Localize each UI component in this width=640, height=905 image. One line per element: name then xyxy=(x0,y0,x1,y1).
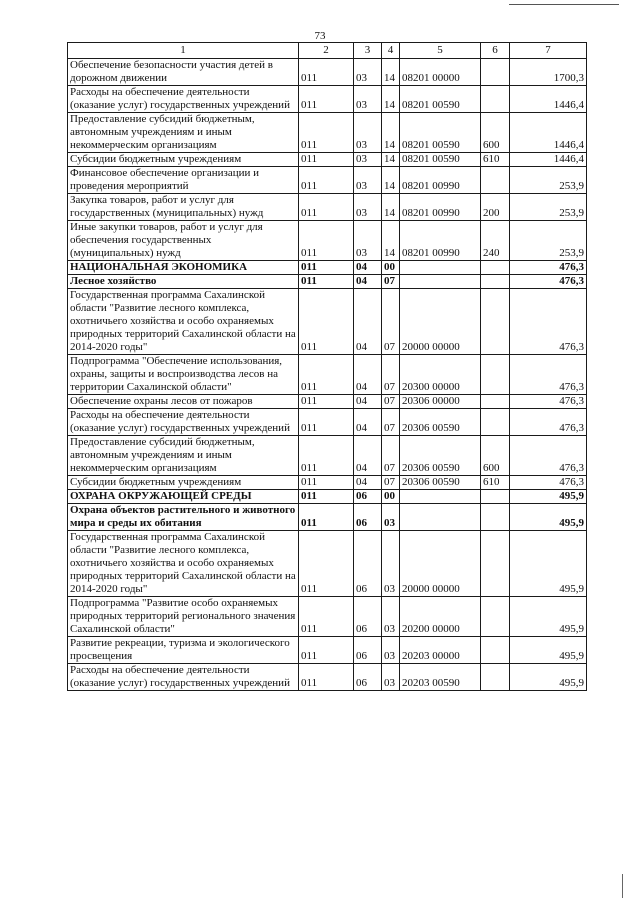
amount-cell: 476,3 xyxy=(510,355,587,395)
row-name-cell: Предоставление субсидий бюджетным, автономным учреждениям и иным некоммерческим организациям xyxy=(68,436,299,476)
target-article-cell: 20203 00000 xyxy=(400,637,481,664)
row-name-cell: Расходы на обеспечение деятельности (оказание услуг) государственных учреждений xyxy=(68,409,299,436)
subsection-code-cell: 00 xyxy=(382,490,400,504)
row-name-cell: Лесное хозяйство xyxy=(68,275,299,289)
section-code-cell: 06 xyxy=(354,504,382,531)
amount-cell: 495,9 xyxy=(510,597,587,637)
expense-type-cell xyxy=(481,275,510,289)
target-article-cell: 20000 00000 xyxy=(400,289,481,355)
subsection-code-cell: 03 xyxy=(382,504,400,531)
target-article-cell: 08201 00000 xyxy=(400,59,481,86)
subsection-code-cell: 14 xyxy=(382,221,400,261)
section-code-cell: 04 xyxy=(354,436,382,476)
table-row xyxy=(68,289,587,355)
table-body xyxy=(68,59,587,691)
table-row xyxy=(68,221,587,261)
header-col-2: 2 xyxy=(299,43,354,59)
amount-cell: 495,9 xyxy=(510,664,587,691)
subsection-code-cell: 14 xyxy=(382,113,400,153)
ministry-code-cell: 011 xyxy=(299,289,354,355)
section-code-cell: 06 xyxy=(354,637,382,664)
section-code-cell: 03 xyxy=(354,113,382,153)
expense-type-cell xyxy=(481,395,510,409)
ministry-code-cell: 011 xyxy=(299,504,354,531)
section-code-cell: 04 xyxy=(354,355,382,395)
section-code-cell: 03 xyxy=(354,194,382,221)
section-code-cell: 04 xyxy=(354,476,382,490)
row-name-cell: Государственная программа Сахалинской области "Развитие лесного комплекса, охотничьего хозяйства и особо охраняемых природных территорий Сахалинской области на 2014-2020 годы" xyxy=(68,289,299,355)
ministry-code-cell: 011 xyxy=(299,597,354,637)
expense-type-cell xyxy=(481,59,510,86)
table-row xyxy=(68,113,587,153)
expense-type-cell: 600 xyxy=(481,113,510,153)
target-article-cell xyxy=(400,504,481,531)
row-name-cell: НАЦИОНАЛЬНАЯ ЭКОНОМИКА xyxy=(68,261,299,275)
table-row xyxy=(68,167,587,194)
ministry-code-cell: 011 xyxy=(299,476,354,490)
amount-cell: 253,9 xyxy=(510,167,587,194)
amount-cell: 495,9 xyxy=(510,531,587,597)
ministry-code-cell: 011 xyxy=(299,395,354,409)
ministry-code-cell: 011 xyxy=(299,261,354,275)
table-header-row xyxy=(68,43,587,59)
section-code-cell: 06 xyxy=(354,597,382,637)
amount-cell: 1700,3 xyxy=(510,59,587,86)
row-name-cell: Подпрограмма "Развитие особо охраняемых природных территорий регионального значения Сахалинской области" xyxy=(68,597,299,637)
target-article-cell xyxy=(400,261,481,275)
row-name-cell: Обеспечение охраны лесов от пожаров xyxy=(68,395,299,409)
table-row xyxy=(68,664,587,691)
expense-type-cell xyxy=(481,167,510,194)
section-code-cell: 04 xyxy=(354,409,382,436)
subsection-code-cell: 07 xyxy=(382,409,400,436)
header-col-3: 3 xyxy=(354,43,382,59)
target-article-cell: 08201 00590 xyxy=(400,113,481,153)
ministry-code-cell: 011 xyxy=(299,86,354,113)
amount-cell: 476,3 xyxy=(510,261,587,275)
target-article-cell: 20306 00590 xyxy=(400,436,481,476)
target-article-cell: 08201 00590 xyxy=(400,86,481,113)
scan-side-mark xyxy=(622,874,623,898)
expense-type-cell: 610 xyxy=(481,476,510,490)
expense-type-cell xyxy=(481,664,510,691)
section-code-cell: 06 xyxy=(354,664,382,691)
ministry-code-cell: 011 xyxy=(299,153,354,167)
row-name-cell: Субсидии бюджетным учреждениям xyxy=(68,476,299,490)
subsection-code-cell: 14 xyxy=(382,153,400,167)
ministry-code-cell: 011 xyxy=(299,436,354,476)
subsection-code-cell: 07 xyxy=(382,476,400,490)
ministry-code-cell: 011 xyxy=(299,221,354,261)
expense-type-cell: 200 xyxy=(481,194,510,221)
ministry-code-cell: 011 xyxy=(299,59,354,86)
subsection-code-cell: 14 xyxy=(382,86,400,113)
expense-type-cell xyxy=(481,289,510,355)
expense-type-cell xyxy=(481,637,510,664)
section-code-cell: 04 xyxy=(354,261,382,275)
table-row xyxy=(68,395,587,409)
subsection-code-cell: 07 xyxy=(382,289,400,355)
expense-type-cell xyxy=(481,531,510,597)
target-article-cell: 08201 00990 xyxy=(400,221,481,261)
page-number: 73 xyxy=(314,30,326,42)
section-code-cell: 04 xyxy=(354,395,382,409)
subsection-code-cell: 07 xyxy=(382,275,400,289)
subsection-code-cell: 07 xyxy=(382,436,400,476)
target-article-cell: 20200 00000 xyxy=(400,597,481,637)
section-code-cell: 03 xyxy=(354,221,382,261)
row-name-cell: Подпрограмма "Обеспечение использования, охраны, защиты и воспроизводства лесов на территории Сахалинской области" xyxy=(68,355,299,395)
row-name-cell: ОХРАНА ОКРУЖАЮЩЕЙ СРЕДЫ xyxy=(68,490,299,504)
table-row xyxy=(68,637,587,664)
row-name-cell: Расходы на обеспечение деятельности (оказание услуг) государственных учреждений xyxy=(68,664,299,691)
subsection-code-cell: 03 xyxy=(382,531,400,597)
row-name-cell: Иные закупки товаров, работ и услуг для обеспечения государственных (муниципальных) нужд xyxy=(68,221,299,261)
target-article-cell: 20203 00590 xyxy=(400,664,481,691)
table-row xyxy=(68,153,587,167)
row-name-cell: Закупка товаров, работ и услуг для государственных (муниципальных) нужд xyxy=(68,194,299,221)
header-col-6: 6 xyxy=(481,43,510,59)
subsection-code-cell: 14 xyxy=(382,167,400,194)
table-row xyxy=(68,409,587,436)
row-name-cell: Финансовое обеспечение организации и проведения мероприятий xyxy=(68,167,299,194)
ministry-code-cell: 011 xyxy=(299,113,354,153)
amount-cell: 1446,4 xyxy=(510,153,587,167)
subsection-code-cell: 07 xyxy=(382,395,400,409)
subsection-code-cell: 03 xyxy=(382,597,400,637)
ministry-code-cell: 011 xyxy=(299,275,354,289)
target-article-cell: 20306 00000 xyxy=(400,395,481,409)
subsection-code-cell: 03 xyxy=(382,637,400,664)
target-article-cell xyxy=(400,490,481,504)
table-row xyxy=(68,194,587,221)
section-code-cell: 03 xyxy=(354,153,382,167)
ministry-code-cell: 011 xyxy=(299,194,354,221)
row-name-cell: Расходы на обеспечение деятельности (оказание услуг) государственных учреждений xyxy=(68,86,299,113)
expense-type-cell: 240 xyxy=(481,221,510,261)
expense-type-cell xyxy=(481,504,510,531)
amount-cell: 1446,4 xyxy=(510,113,587,153)
header-col-5: 5 xyxy=(400,43,481,59)
expense-type-cell: 610 xyxy=(481,153,510,167)
table-row xyxy=(68,261,587,275)
table-row xyxy=(68,504,587,531)
ministry-code-cell: 011 xyxy=(299,409,354,436)
table-row xyxy=(68,531,587,597)
amount-cell: 253,9 xyxy=(510,221,587,261)
subsection-code-cell: 00 xyxy=(382,261,400,275)
row-name-cell: Развитие рекреации, туризма и экологического просвещения xyxy=(68,637,299,664)
target-article-cell: 08201 00990 xyxy=(400,167,481,194)
target-article-cell: 20306 00590 xyxy=(400,409,481,436)
ministry-code-cell: 011 xyxy=(299,490,354,504)
ministry-code-cell: 011 xyxy=(299,167,354,194)
table-row xyxy=(68,355,587,395)
row-name-cell: Обеспечение безопасности участия детей в дорожном движении xyxy=(68,59,299,86)
table-row xyxy=(68,275,587,289)
expense-type-cell xyxy=(481,261,510,275)
section-code-cell: 03 xyxy=(354,59,382,86)
target-article-cell: 08201 00990 xyxy=(400,194,481,221)
row-name-cell: Субсидии бюджетным учреждениям xyxy=(68,153,299,167)
section-code-cell: 03 xyxy=(354,86,382,113)
table-row xyxy=(68,597,587,637)
header-col-4: 4 xyxy=(382,43,400,59)
amount-cell: 495,9 xyxy=(510,490,587,504)
amount-cell: 495,9 xyxy=(510,637,587,664)
amount-cell: 253,9 xyxy=(510,194,587,221)
amount-cell: 476,3 xyxy=(510,436,587,476)
header-col-1: 1 xyxy=(68,43,299,59)
ministry-code-cell: 011 xyxy=(299,355,354,395)
amount-cell: 476,3 xyxy=(510,409,587,436)
ministry-code-cell: 011 xyxy=(299,637,354,664)
section-code-cell: 04 xyxy=(354,275,382,289)
row-name-cell: Государственная программа Сахалинской области "Развитие лесного комплекса, охотничьего хозяйства и особо охраняемых природных территорий Сахалинской области на 2014-2020 годы" xyxy=(68,531,299,597)
section-code-cell: 04 xyxy=(354,289,382,355)
amount-cell: 476,3 xyxy=(510,395,587,409)
expense-type-cell xyxy=(481,409,510,436)
target-article-cell xyxy=(400,275,481,289)
section-code-cell: 06 xyxy=(354,490,382,504)
target-article-cell: 08201 00590 xyxy=(400,153,481,167)
section-code-cell: 03 xyxy=(354,167,382,194)
amount-cell: 476,3 xyxy=(510,289,587,355)
row-name-cell: Охрана объектов растительного и животного мира и среды их обитания xyxy=(68,504,299,531)
target-article-cell: 20306 00590 xyxy=(400,476,481,490)
table-row xyxy=(68,476,587,490)
ministry-code-cell: 011 xyxy=(299,531,354,597)
amount-cell: 495,9 xyxy=(510,504,587,531)
table-row xyxy=(68,86,587,113)
subsection-code-cell: 14 xyxy=(382,194,400,221)
subsection-code-cell: 07 xyxy=(382,355,400,395)
amount-cell: 476,3 xyxy=(510,275,587,289)
amount-cell: 476,3 xyxy=(510,476,587,490)
budget-table xyxy=(67,42,587,691)
target-article-cell: 20300 00000 xyxy=(400,355,481,395)
expense-type-cell xyxy=(481,86,510,113)
header-col-7: 7 xyxy=(510,43,587,59)
expense-type-cell: 600 xyxy=(481,436,510,476)
subsection-code-cell: 03 xyxy=(382,664,400,691)
expense-type-cell xyxy=(481,355,510,395)
table-row xyxy=(68,59,587,86)
subsection-code-cell: 14 xyxy=(382,59,400,86)
ministry-code-cell: 011 xyxy=(299,664,354,691)
expense-type-cell xyxy=(481,490,510,504)
target-article-cell: 20000 00000 xyxy=(400,531,481,597)
scan-edge-line xyxy=(509,4,619,5)
amount-cell: 1446,4 xyxy=(510,86,587,113)
section-code-cell: 06 xyxy=(354,531,382,597)
expense-type-cell xyxy=(481,597,510,637)
table-row xyxy=(68,436,587,476)
table-row xyxy=(68,490,587,504)
row-name-cell: Предоставление субсидий бюджетным, автономным учреждениям и иным некоммерческим организациям xyxy=(68,113,299,153)
